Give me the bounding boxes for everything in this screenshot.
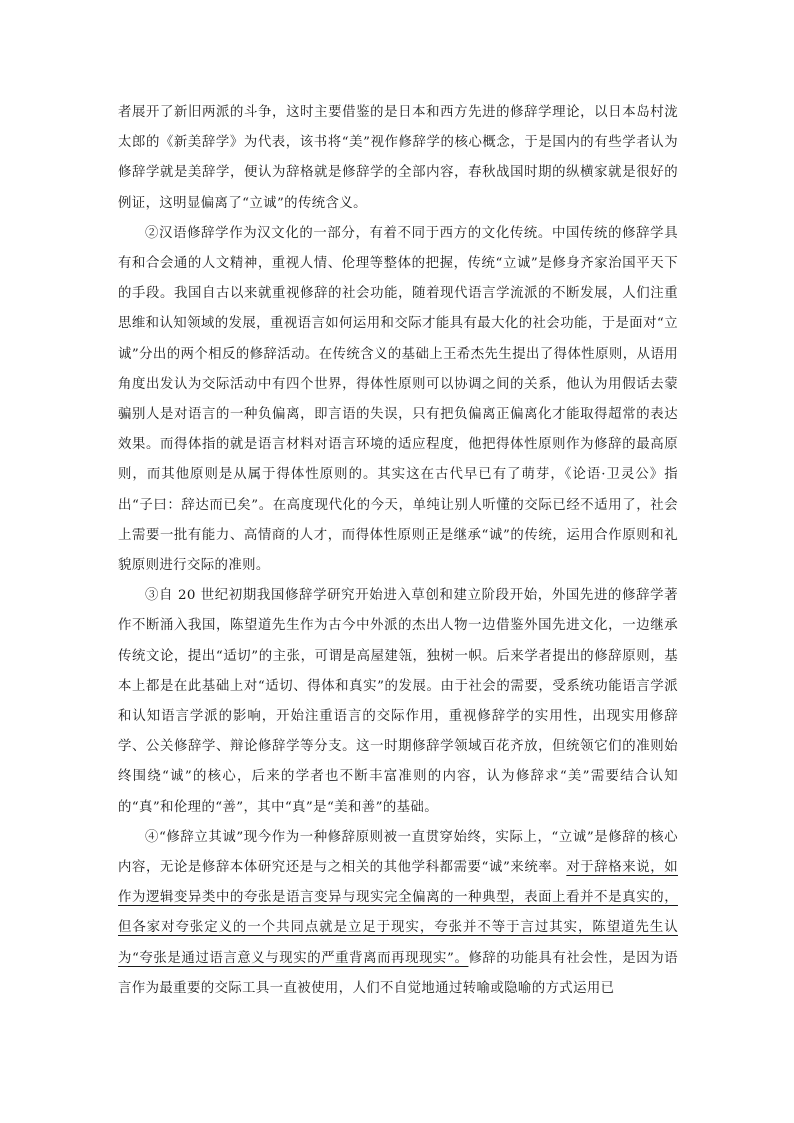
- paragraph-4-tail: 修辞的功能具有社会性，是因为语言作为最重要的交际工具一直被使用，人们不自觉地通过转喻或隐喻的方式运用已: [118, 950, 678, 996]
- paragraph-2: ②汉语修辞学作为汉文化的一部分，有着不同于西方的文化传统。中国传统的修辞学具有和合会通的人文精神，重视人情、伦理等整体的把握，传统“立诚”是修身齐家治国平天下的手段。我国自古以来就重视修辞的社会功能，随着现代语言学流派的不断发展，人们注重思维和认知领域的发展，重视语言如何运用和交际才能具有最大化的社会功能，于是面对“立诚”分出的两个相反的修辞活动。在传统含义的基础上王希杰先生提出了得体性原则，从语用角度出发认为交际活动中有四个世界，得体性原则可以协调之间的关系，他认为用假话去蒙骗别人是对语言的一种负偏离，即言语的失误，只有把负偏离正偏离化才能取得超常的表达效果。而得体指的就是语言材料对语言环境的适应程度，他把得体性原则作为修辞的最高原则，而其他原则是从属于得体性原则的。其实这在古代早已有了萌芽，《论语·卫灵公》指出“子曰：辞达而已矣”。在高度现代化的今天，单纯让别人听懂的交际已经不适用了，社会上需要一批有能力、高情商的人才，而得体性原则正是继承“诚”的传统，运用合作原则和礼貌原则进行交际的准则。: [118, 225, 678, 574]
- paragraph-4-underlined-sentence: 对于辞格来说，如作为逻辑变异类中的夸张是语言变异与现实完全偏离的一种典型，表面上看并不是真实的，但各家对夸张定义的一个共同点就是立足于现实，夸张并不等于言过其实，陈望道先生认为“夸张是通过语言意义与现实的严重背离而再现现实”。: [118, 860, 678, 966]
- paragraph-4: [118, 823, 678, 1004]
- document-body: [118, 98, 678, 1004]
- paragraph-3: ③自 20 世纪初期我国修辞学研究开始进入草创和建立阶段开始，外国先进的修辞学著作不断涌入我国，陈望道先生作为古今中外派的杰出人物一边借鉴外国先进文化，一边继承传统文论，提出“适切”的主张，可谓是高屋建瓴，独树一帜。后来学者提出的修辞原则，基本上都是在此基础上对“适切、得体和真实”的发展。由于社会的需要，受系统功能语言学派和认知语言学派的影响，开始注重语言的交际作用，重视修辞学的实用性，出现实用修辞学、公关修辞学、辩论修辞学等分支。这一时期修辞学领域百花齐放，但统领它们的准则始终围绕“诚”的核心，后来的学者也不断丰富准则的内容，认为修辞求“美”需要结合认知的“真”和伦理的“善”，其中“真”是“美和善”的基础。: [118, 588, 678, 815]
- paragraph-4-lead: ④“修辞立其诚”现今作为一种修辞原则被一直贯穿始终，实际上，“立诚”是修辞的核心内容，无论是修辞本体研究还是与之相关的其他学科都需要“诚”来统率。: [118, 829, 678, 876]
- paragraph-1: 者展开了新旧两派的斗争，这时主要借鉴的是日本和西方先进的修辞学理论，以日本岛村泷太郎的《新美辞学》为代表，该书将“美”视作修辞学的核心概念，于是国内的有些学者认为修辞学就是美辞学，便认为辞格就是修辞学的全部内容，春秋战国时期的纵横家就是很好的例证，这明显偏离了“立诚”的传统含义。: [118, 105, 678, 211]
